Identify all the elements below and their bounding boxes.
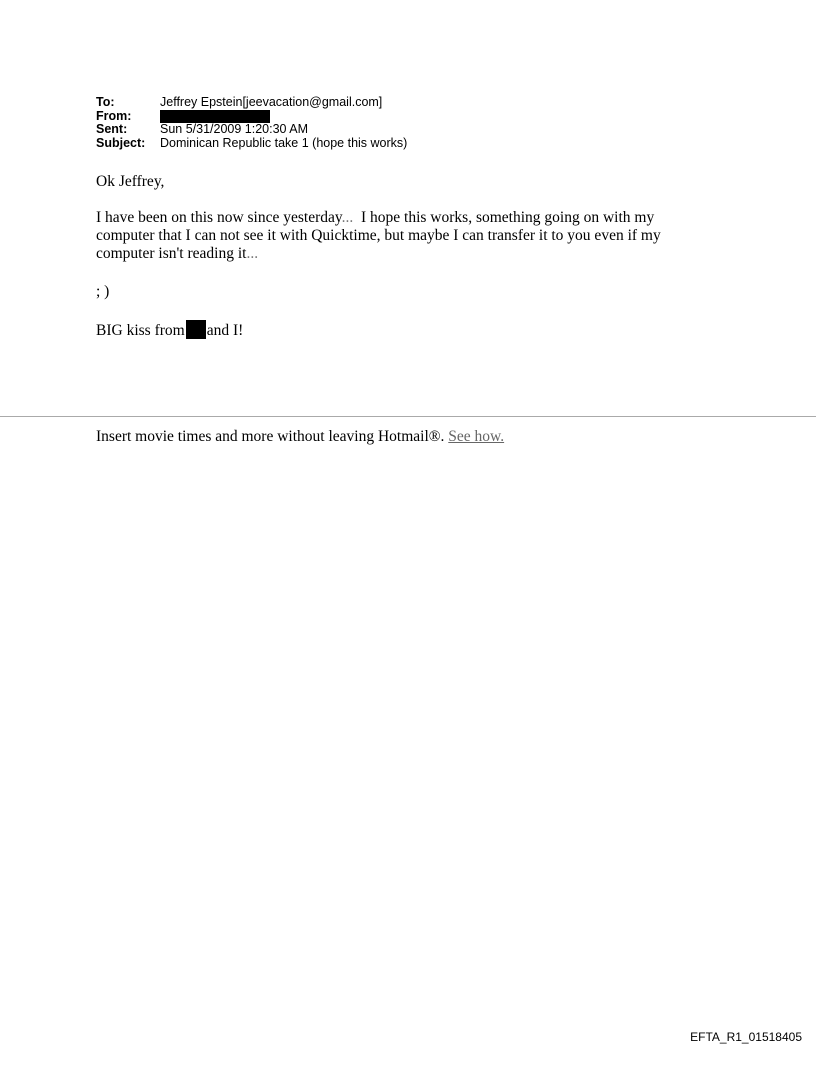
sent-value: Sun 5/31/2009 1:20:30 AM [160,122,309,136]
main-line-3-a: computer isn't reading it [96,245,247,262]
promo-text: Insert movie times and more without leaving Hotmail®. [96,428,449,445]
inline-redaction-block [186,320,206,339]
sent-row [96,123,407,137]
main-paragraph [96,209,661,263]
kiss-paragraph [96,320,243,340]
main-line-1-ellipsis: ... [341,209,354,226]
main-line-3 [96,245,661,263]
main-line-1 [96,209,661,227]
to-row [96,96,407,110]
kiss-text-after: and I! [206,322,244,339]
main-line-2: computer that I can not see it with Quicktime, but maybe I can transfer it to you even if my [96,227,661,244]
main-line-1-b: I hope this works, something going on with my [353,209,655,226]
document-id: EFTA_R1_01518405 [690,1030,802,1044]
promo-footer [96,428,504,446]
sent-label: Sent: [96,122,128,136]
subject-label: Subject: [96,135,146,150]
greeting-paragraph: Ok Jeffrey, [96,173,165,190]
to-value: Jeffrey Epstein[jeevacation@gmail.com] [160,95,383,109]
to-label: To: [96,95,115,109]
see-how-link[interactable]: See how. [448,428,505,445]
main-line-1-a: I have been on this now since yesterday [96,209,342,226]
email-header [96,96,407,150]
kiss-text-before: BIG kiss from [96,322,185,339]
from-row [96,110,407,124]
footer-divider [0,416,816,417]
smile-paragraph: ; ) [96,283,110,300]
from-value-redacted [160,110,270,124]
main-line-3-ellipsis: ... [246,245,259,262]
redaction-block [160,110,270,123]
from-label: From: [96,108,132,123]
subject-row [96,137,407,151]
subject-value: Dominican Republic take 1 (hope this works) [160,135,408,150]
